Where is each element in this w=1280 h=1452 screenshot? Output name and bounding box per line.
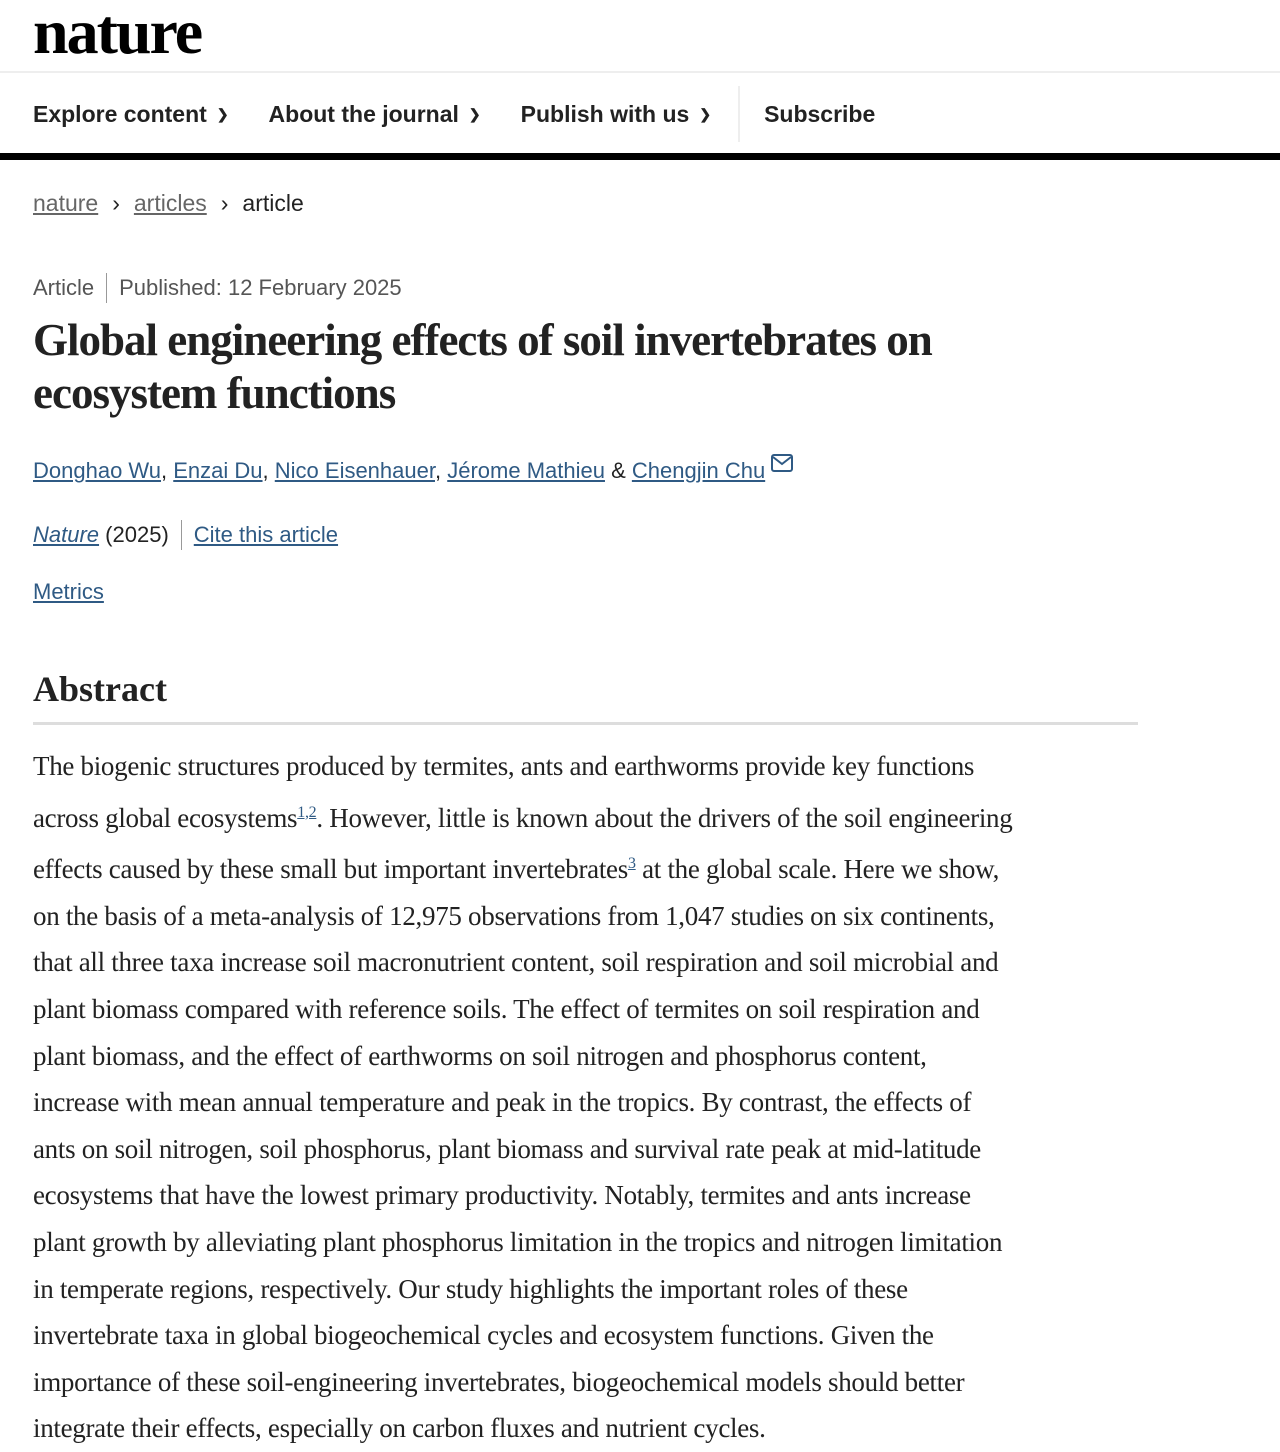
text: . However, little is known about the drivers of the soil engineering — [316, 802, 1013, 833]
text: effects caused by these small but important invertebrates — [33, 854, 628, 885]
nature-logo[interactable]: nature — [33, 0, 202, 67]
abstract-text — [33, 743, 1012, 1452]
breadcrumb-current: article — [242, 190, 304, 216]
author-list: Donghao Wu, Enzai Du, Nico Eisenhauer, Jérome Mathieu & Chengjin Chu — [33, 454, 793, 484]
breadcrumb-nature[interactable]: nature — [33, 190, 99, 216]
nav-publish[interactable] — [521, 101, 711, 128]
chevron-right-icon: › — [220, 190, 229, 216]
abstract-line: importance of these soil-engineering invertebrates, biogeochemical models should better — [33, 1366, 965, 1397]
abstract-line — [33, 790, 1012, 842]
breadcrumb — [33, 190, 304, 217]
citation-link[interactable]: 3 — [627, 855, 636, 873]
abstract-line: on the basis of a meta-analysis of 12,975 observations from 1,047 studies on six continents, — [33, 900, 995, 931]
chevron-down-icon: ❯ — [699, 105, 712, 122]
abstract-line: integrate their effects, especially on carbon fluxes and nutrient cycles. — [33, 1413, 766, 1444]
text: at the global scale. Here we show, — [635, 854, 1000, 885]
abstract-line: increase with mean annual temperature and peak in the tropics. By contrast, the effects of — [33, 1087, 972, 1118]
journal-link[interactable]: Nature — [33, 522, 100, 547]
published-date: Published: 12 February 2025 — [119, 275, 402, 300]
abstract-line: plant biomass, and the effect of earthworms on soil nitrogen and phosphorus content, — [33, 1040, 927, 1071]
breadcrumb-articles[interactable]: articles — [133, 190, 207, 216]
nav-label: Publish with us — [520, 100, 690, 127]
abstract-line: in temperate regions, respectively. Our study highlights the important roles of these — [33, 1273, 908, 1304]
article-meta — [33, 273, 402, 303]
author-link[interactable]: Jérome Mathieu — [447, 458, 605, 483]
header-bar — [0, 153, 1280, 160]
main-nav — [33, 88, 915, 140]
abstract-line: ants on soil nitrogen, soil phosphorus, plant biomass and survival rate peak at mid-latitude — [33, 1133, 981, 1164]
nav-label: Explore content — [33, 100, 207, 127]
nav-explore-content[interactable] — [33, 101, 229, 128]
email-icon[interactable] — [771, 454, 793, 472]
author-link[interactable]: Nico Eisenhauer — [274, 458, 435, 483]
chevron-down-icon: ❯ — [468, 105, 481, 122]
subscribe-link[interactable]: Subscribe — [764, 100, 876, 127]
chevron-right-icon: › — [112, 190, 120, 216]
citation-link[interactable]: 1,2 — [297, 803, 317, 821]
separator — [106, 273, 107, 303]
abstract-line: invertebrate taxa in global biogeochemical cycles and ecosystem functions. Given the — [33, 1320, 934, 1351]
article-type: Article — [33, 275, 95, 300]
cite-article-link[interactable]: Cite this article — [193, 522, 339, 547]
chevron-down-icon: ❯ — [216, 105, 229, 122]
journal-year: (2025) — [105, 522, 169, 547]
abstract-line: ecosystems that have the lowest primary productivity. Notably, termites and ants increase — [33, 1180, 971, 1211]
text: across global ecosystems — [33, 802, 298, 833]
nav-label: About the journal — [268, 100, 459, 127]
metrics-link[interactable]: Metrics — [33, 579, 104, 604]
nav-separator — [738, 86, 740, 142]
divider — [33, 722, 1138, 725]
separator — [181, 520, 182, 550]
author-link[interactable]: Chengjin Chu — [631, 458, 766, 483]
nav-about-journal[interactable] — [269, 101, 481, 128]
abstract-line: The biogenic structures produced by termites, ants and earthworms provide key functions — [33, 751, 975, 781]
abstract-line: plant biomass compared with reference soils. The effect of termites on soil respiration and — [33, 993, 980, 1024]
abstract-line: plant growth by alleviating plant phosphorus limitation in the tropics and nitrogen limitation — [33, 1226, 1003, 1257]
abstract-line: that all three taxa increase soil macronutrient content, soil respiration and soil microbial and — [33, 947, 999, 978]
author-link[interactable]: Donghao Wu — [33, 458, 162, 483]
divider — [0, 71, 1280, 73]
author-link[interactable]: Enzai Du — [173, 458, 263, 483]
article-title: Global engineering effects of soil invertebrates on ecosystem functions — [33, 315, 932, 418]
journal-info — [33, 520, 338, 550]
abstract-heading: Abstract — [33, 669, 167, 709]
abstract-line — [33, 841, 1012, 893]
